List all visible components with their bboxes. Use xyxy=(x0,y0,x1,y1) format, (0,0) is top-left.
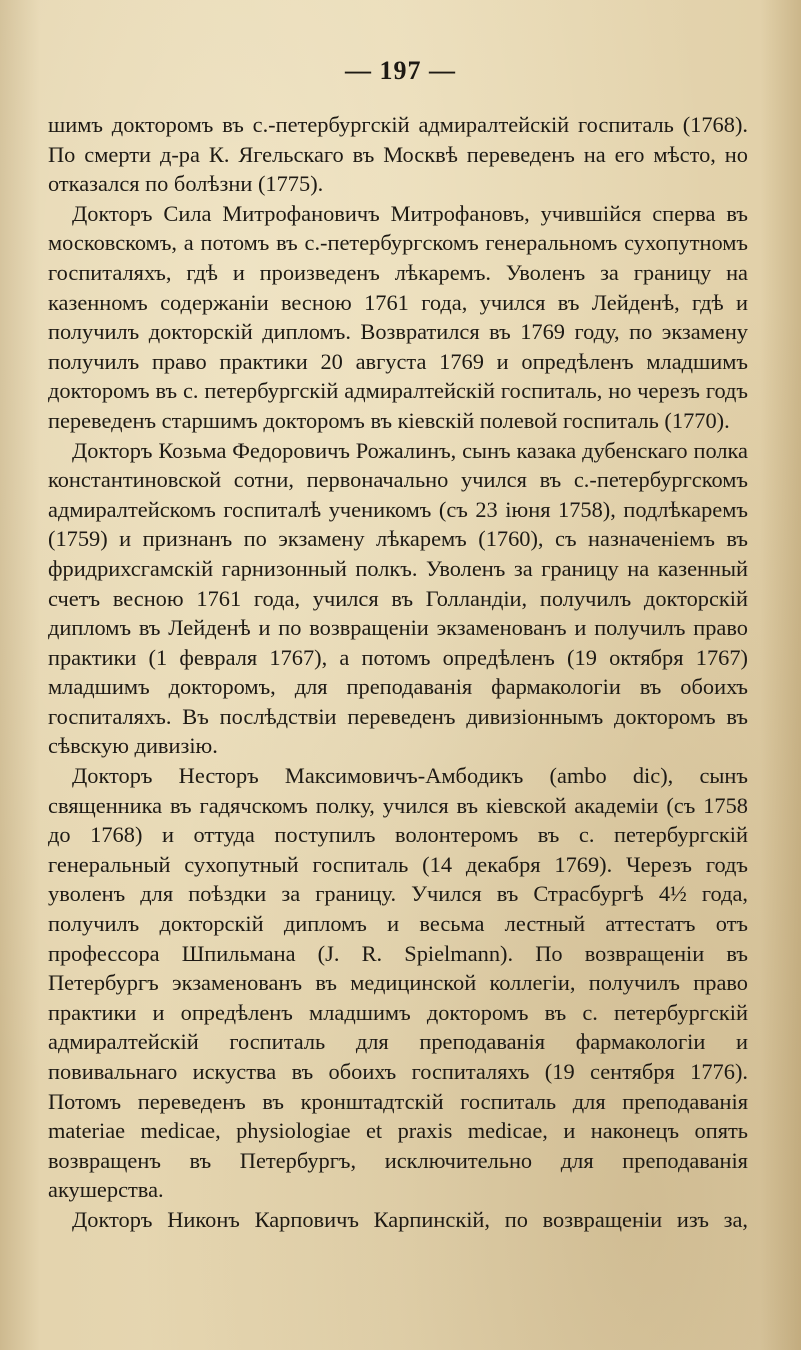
paragraph-mitrofanov: Докторъ Сила Митрофановичъ Митрофановъ, учившійся сперва въ московскомъ, а потомъ въ с.-петербургскомъ генеральномъ сухопутномъ госпиталяхъ, гдѣ и произведенъ лѣкаремъ. Уволенъ за границу на казенномъ содержаніи весною 1761 года, учился въ Лейденѣ, гдѣ и получилъ докторскій дипломъ. Возвратился въ 1769 году, по экзамену получилъ право практики 20 августа 1769 и опредѣленъ младшимъ докторомъ въ с. петербургскій адмиралтейскій госпиталь, но черезъ годъ переведенъ старшимъ докторомъ въ кіевскій полевой госпиталь (1770). xyxy=(48,200,748,433)
paragraph-continuation: шимъ докторомъ въ с.-петербургскій адмиралтейскій госпиталь (1768). По смерти д-ра К. Ягельскаго въ Москвѣ переведенъ на его мѣсто, но отказался по болѣзни (1775). xyxy=(48,112,748,197)
paragraph-karpinsky: Докторъ Никонъ Карповичъ Карпинскій, по возвращеніи изъ за, xyxy=(72,1206,748,1232)
paragraph-ambodik: Докторъ Несторъ Максимовичъ-Амбодикъ (ambo dic), сынъ священника въ гадячскомъ полку, учился въ кіевской академіи (съ 1758 до 1768) и оттуда поступилъ волонтеромъ въ с. петербургскій генеральный сухопутный госпиталь (14 декабря 1769). Черезъ годъ уволенъ для поѣздки за границу. Учился въ Страсбургѣ 4½ года, получилъ докторскій дипломъ и весьма лестный аттестатъ отъ профессора Шпильмана (J. R. Spielmann). По возвращеніи въ Петербургъ экзаменованъ въ медицинской коллегіи, получилъ право практики и опредѣленъ младшимъ докторомъ въ с. петербургскій адмиралтейскій госпиталь для преподаванія фармакологіи и повивальнаго искуства въ обоихъ госпиталяхъ (19 сентября 1776). Потомъ переведенъ въ кронштадтскій госпиталь для преподаванія materiae medicae, physiologiae et praxis medicae, и наконецъ опять возвращенъ въ Петербургъ, исключительно для преподаванія акушерства. xyxy=(48,763,748,1203)
page-number: — 197 — xyxy=(345,56,456,85)
body-text xyxy=(48,110,748,1235)
paragraph-rozhalin: Докторъ Козьма Федоровичъ Рожалинъ, сынъ казака дубенскаго полка константиновской сотни, первоначально учился въ с.-петербургскомъ адмиралтейскомъ госпиталѣ ученикомъ (съ 23 іюня 1758), подлѣкаремъ (1759) и признанъ по экзамену лѣкаремъ (1760), съ назначеніемъ въ фридрихсгамскій гарнизонный полкъ. Уволенъ за границу на казенный счетъ весною 1761 года, учился въ Голландіи, получилъ докторскій дипломъ въ Лейденѣ и по возвращеніи экзаменованъ и получилъ право практики (1 февраля 1767), а потомъ опредѣленъ (19 октября 1767) младшимъ докторомъ, для преподаванія фармакологіи въ обоихъ госпиталяхъ. Въ послѣдствіи переведенъ дивизіоннымъ докторомъ въ сѣвскую дивизію. xyxy=(48,437,748,759)
